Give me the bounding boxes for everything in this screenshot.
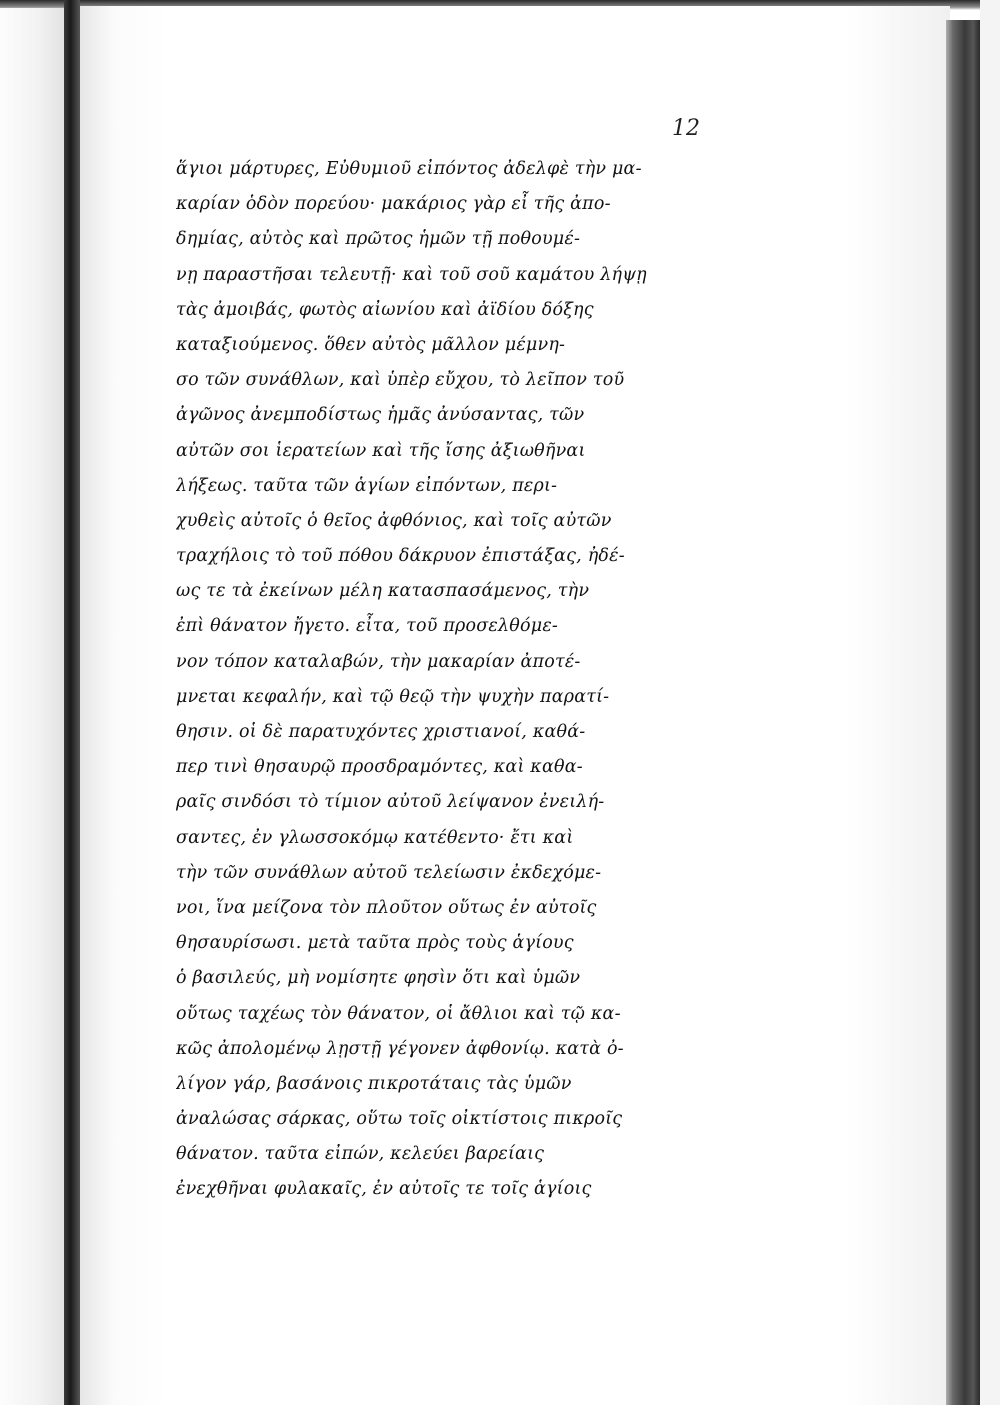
text-line: καρίαν ὁδὸν πορεύου· μακάριος γὰρ εἶ τῆς ἀπο- [176, 194, 611, 215]
text-line: ἐνεχθῆναι φυλακαῖς, ἐν αὐτοῖς τε τοῖς ἁγίοις [176, 1179, 592, 1200]
text-line: τραχήλοις τὸ τοῦ πόθου δάκρυον ἐπιστάξας, ἠδέ- [176, 546, 625, 567]
text-line: σαντες, ἐν γλωσσοκόμῳ κατέθεντο· ἔτι καὶ [176, 827, 574, 848]
text-line: περ τινὶ θησαυρῷ προσδραμόντες, καὶ καθα- [176, 757, 583, 778]
text-line: λήξεως. ταῦτα τῶν ἁγίων εἰπόντων, περι- [176, 475, 558, 496]
text-line: θησαυρίσωσι. μετὰ ταῦτα πρὸς τοὺς ἁγίους [176, 933, 574, 954]
text-line: νοι, ἵνα μείζονα τὸν πλοῦτον οὕτως ἐν αὐτοῖς [176, 897, 597, 918]
text-line: θάνατον. ταῦτα εἰπών, κελεύει βαρείαις [176, 1144, 545, 1165]
text-line: λίγον γάρ, βασάνοις πικροτάταις τὰς ὑμῶν [176, 1073, 572, 1094]
text-line: τὰς ἀμοιβάς, φωτὸς αἰωνίου καὶ ἀϊδίου δόξης [176, 299, 594, 320]
text-line: ἅγιοι μάρτυρες, Εὐθυμιοῦ εἰπόντος ἀδελφὲ τὴν μα- [176, 159, 642, 179]
text-line: ἀναλώσας σάρκας, οὕτω τοῖς οἰκτίστοις πικροῖς [176, 1109, 623, 1130]
facing-page-edge [0, 8, 65, 1405]
text-line: θησιν. οἱ δὲ παρατυχόντες χριστιανοί, καθά- [176, 722, 586, 742]
text-line: οὕτως ταχέως τὸν θάνατον, οἱ ἄθλιοι καὶ τῷ κα- [176, 1003, 621, 1024]
text-line: αὐτῶν σοι ἱερατείων καὶ τῆς ἴσης ἀξιωθῆναι [176, 440, 586, 461]
text-line: ἀγῶνος ἀνεμποδίστως ἡμᾶς ἀνύσαντας, τῶν [176, 405, 585, 426]
page-fore-edge [946, 20, 980, 1405]
folio-number: 12 [672, 116, 700, 141]
text-line: νον τόπον καταλαβών, τὴν μακαρίαν ἀποτέ- [176, 651, 581, 672]
text-line: ἐπὶ θάνατον ἤγετο. εἶτα, τοῦ προσελθόμε- [176, 616, 559, 637]
cover-edge [980, 0, 1000, 1405]
text-line: νῃ παραστῆσαι τελευτῇ· καὶ τοῦ σοῦ καμάτου λήψῃ [176, 264, 647, 285]
book-gutter [64, 0, 80, 1405]
text-line: ὁ βασιλεύς, μὴ νομίσητε φησὶν ὅτι καὶ ὑμῶν [176, 968, 581, 989]
text-line: χυθεὶς αὐτοῖς ὁ θεῖος ἀφθόνιος, καὶ τοῖς αὐτῶν [176, 510, 612, 531]
text-line: δημίας, αὐτὸς καὶ πρῶτος ἡμῶν τῇ ποθουμέ- [176, 229, 581, 250]
text-line: τὴν τῶν συνάθλων αὐτοῦ τελείωσιν ἐκδεχόμε- [176, 862, 602, 883]
text-line: κῶς ἀπολομένῳ λῃστῇ γέγονεν ἀφθονίῳ. κατὰ ὀ- [176, 1038, 624, 1059]
text-line: μνεται κεφαλήν, καὶ τῷ θεῷ τὴν ψυχὴν παρατί- [176, 686, 610, 707]
text-line: σο τῶν συνάθλων, καὶ ὑπὲρ εὔχου, τὸ λεῖπον τοῦ [176, 370, 625, 391]
text-line: ως τε τὰ ἐκείνων μέλη κατασπασάμενος, τὴν [176, 581, 590, 602]
text-line: ραῖς σινδόσι τὸ τίμιον αὐτοῦ λείψανον ἐνειλή- [176, 792, 605, 813]
text-line: καταξιούμενος. ὅθεν αὐτὸς μᾶλλον μέμνη- [176, 334, 566, 355]
manuscript-text-block [176, 152, 696, 1208]
